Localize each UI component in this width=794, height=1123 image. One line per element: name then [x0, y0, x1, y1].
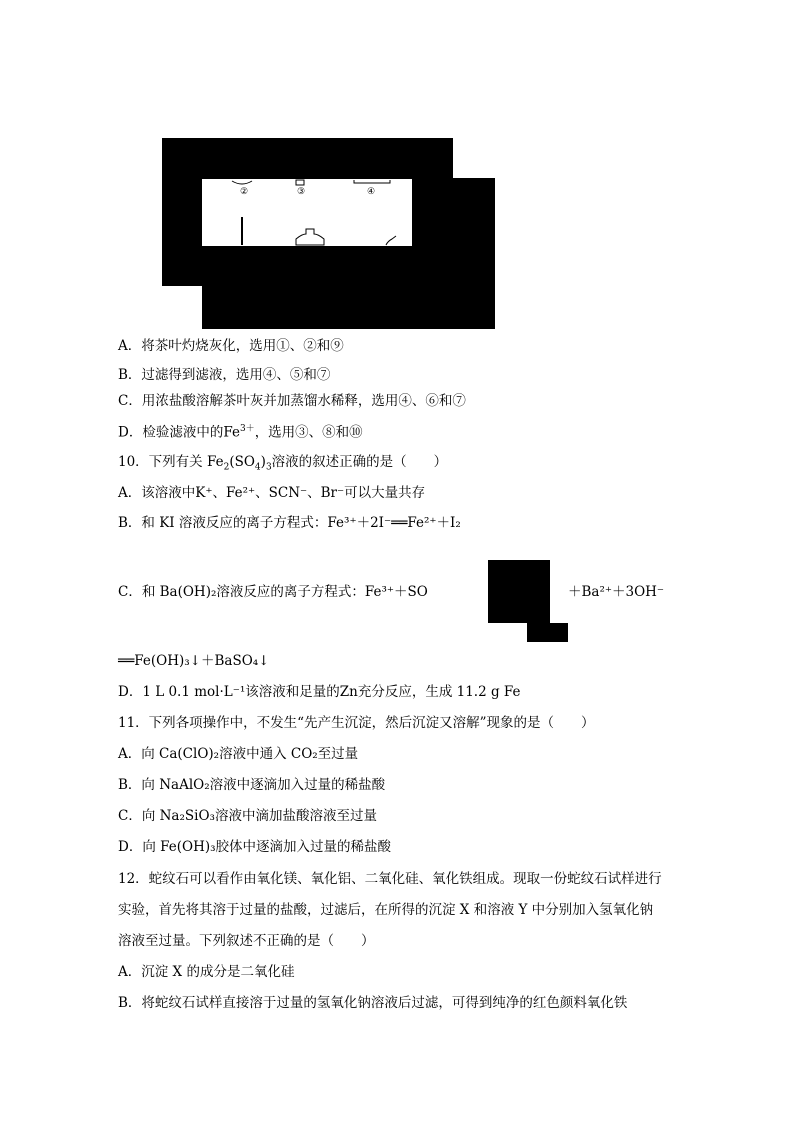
apparatus-window [202, 179, 412, 246]
q10-option-c-right: ＋Ba²⁺＋3OH⁻ [568, 584, 665, 600]
apparatus-label: ④ [367, 187, 376, 197]
q11-option-a: A．向 Ca(ClO)₂溶液中通入 CO₂至过量 [118, 746, 359, 762]
q10-option-a: A．该溶液中K⁺、Fe²⁺、SCN⁻、Br⁻可以大量共存 [118, 485, 426, 501]
q9-option-a: A．将茶叶灼烧灰化，选用①、②和⑨ [118, 338, 344, 354]
flask-icon [296, 229, 324, 245]
q11-option-d: D．向 Fe(OH)₃胶体中逐滴加入过量的稀盐酸 [118, 839, 392, 855]
q12-option-b: B．将蛇纹石试样直接溶于过量的氢氧化钠溶液后过滤，可得到纯净的红色颜料氧化铁 [118, 995, 628, 1011]
tripod-icon [296, 180, 304, 185]
redaction-block [162, 179, 202, 249]
q10-option-d: D．1 L 0.1 mol·L⁻¹该溶液和足量的Zn充分反应，生成 11.2 g Fe [118, 684, 521, 700]
redaction-block [162, 246, 453, 286]
apparatus-label: ② [240, 187, 249, 197]
redaction-block [527, 623, 568, 642]
redaction-block [453, 178, 495, 329]
redaction-block [412, 179, 453, 249]
q12-stem-line3: 溶液至过量。下列叙述不正确的是（ ） [118, 933, 375, 949]
redaction-block [202, 286, 453, 329]
q9-option-c: C．用浓盐酸溶解茶叶灰并加蒸馏水稀释，选用④、⑥和⑦ [118, 393, 466, 409]
q10-stem: 10．下列有关 $Fe_2(SO_4)_3$溶液的叙述正确的是（ ） [118, 454, 448, 473]
q10-option-c-left: C．和 Ba(OH)₂溶液反应的离子方程式：Fe³⁺＋SO [118, 584, 428, 600]
apparatus-drawing [202, 179, 412, 246]
q12-stem-line1: 12．蛇纹石可以看作由氧化镁、氧化铝、二氧化硅、氧化铁组成。现取一份蛇纹石试样进行 [118, 871, 662, 887]
q9-option-b: B．过滤得到滤液，选用④、⑤和⑦ [118, 367, 331, 383]
apparatus-label: ③ [297, 187, 306, 197]
q12-stem-line2: 实验，首先将其溶于过量的盐酸，过滤后，在所得的沉淀 X 和溶液 Y 中分别加入氢氧化钠 [118, 902, 654, 918]
q9-option-d: D．检验滤液中的$Fe^{3+}$，选用③、⑧和⑩ [118, 424, 363, 441]
redaction-block [488, 560, 550, 623]
crucible-icon [232, 181, 252, 184]
q11-option-b: B．向 NaAlO₂溶液中逐滴加入过量的稀盐酸 [118, 777, 386, 793]
q10-option-b: B．和 KI 溶液反应的离子方程式：Fe³⁺＋2I⁻══Fe²⁺＋I₂ [118, 515, 461, 531]
q11-option-c: C．向 Na₂SiO₃溶液中滴加盐酸溶液至过量 [118, 808, 377, 824]
evaporating-dish-icon [354, 180, 390, 183]
q11-stem: 11．下列各项操作中，不发生“先产生沉淀，然后沉淀又溶解”现象的是（ ） [118, 715, 595, 731]
q12-option-a: A．沉淀 X 的成分是二氧化硅 [118, 964, 295, 980]
redaction-block [162, 138, 453, 179]
dropper-icon [386, 236, 396, 245]
q10-option-c-cont: ══Fe(OH)₃↓＋BaSO₄↓ [118, 653, 270, 669]
